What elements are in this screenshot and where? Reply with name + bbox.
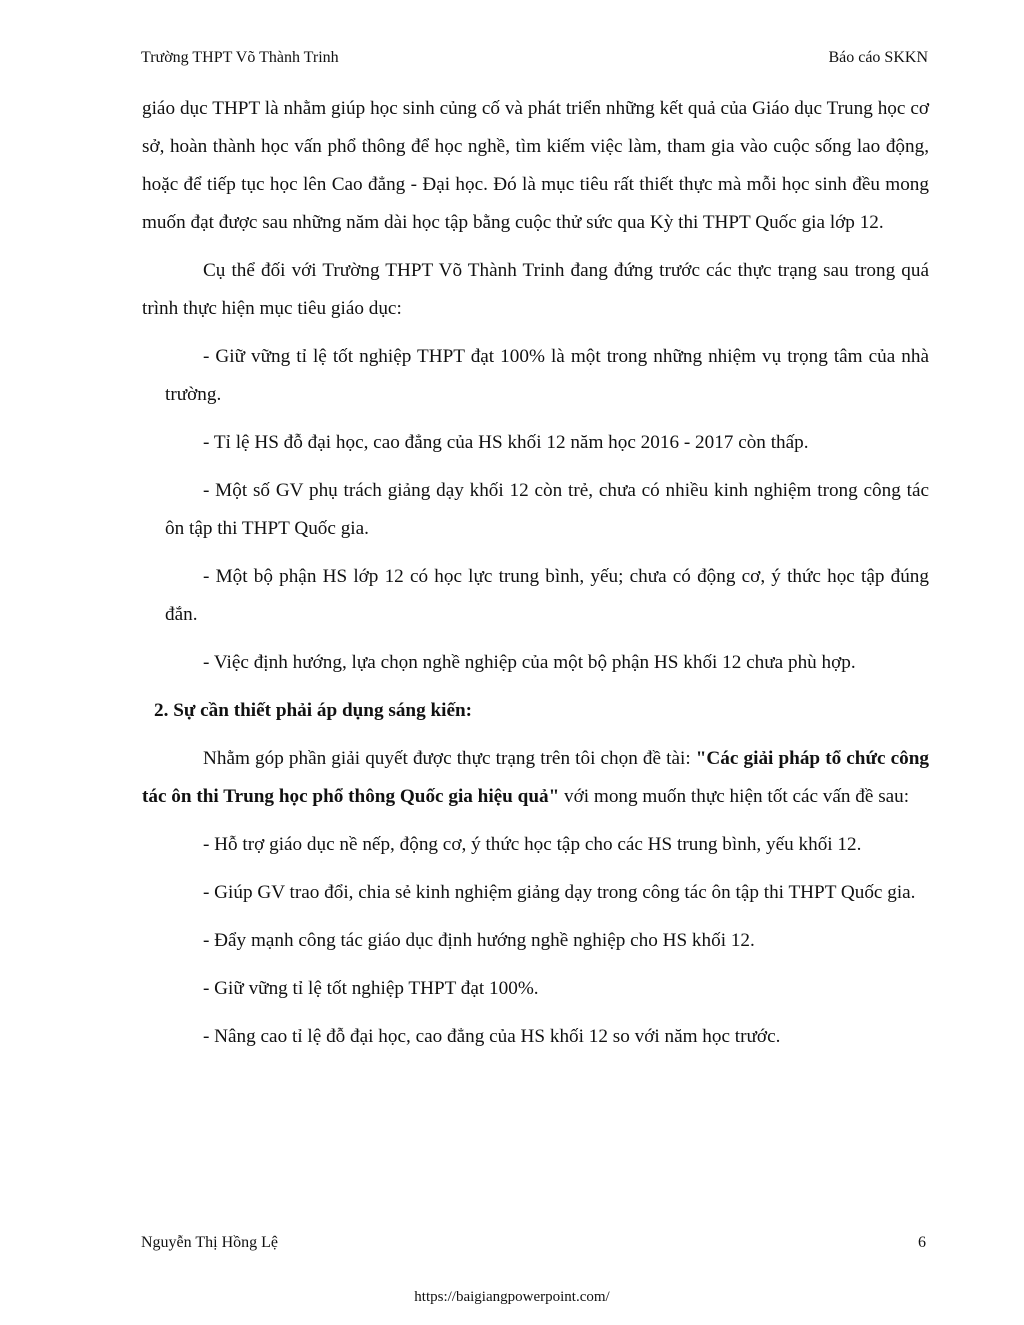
header-school-name: Trường THPT Võ Thành Trinh (141, 49, 339, 66)
goal-item: - Nâng cao tỉ lệ đỗ đại học, cao đẳng của HS khối 12 so với năm học trước. (203, 1026, 781, 1047)
paragraph-topic (142, 740, 929, 816)
topic-title: "Các giải pháp tổ chức công tác ôn thi Trung học phổ thông Quốc gia hiệu quả" (142, 748, 930, 807)
goal-item: - Đẩy mạnh công tác giáo dục định hướng nghề nghiệp cho HS khối 12. (203, 930, 755, 951)
situation-item: - Tỉ lệ HS đỗ đại học, cao đẳng của HS khối 12 năm học 2016 - 2017 còn thấp. (203, 432, 809, 453)
paragraph-intro: giáo dục THPT là nhằm giúp học sinh củng cố và phát triển những kết quả của Giáo dục Trung học cơ sở, hoàn thành học vấn phổ thông để học nghề, tìm kiếm việc làm, tham gia vào cuộc sống lao động, hoặc để tiếp tục học lên Cao đẳng - Đại học. Đó là mục tiêu rất thiết thực mà mỗi học sinh đều mong muốn đạt được sau những năm dài học tập bằng cuộc thử sức qua Kỳ thi THPT Quốc gia lớp 12. (142, 98, 929, 233)
topic-text-end: với mong muốn thực hiện tốt các vấn đề sau: (559, 786, 910, 807)
page-footer (141, 1234, 928, 1256)
goal-item: - Giúp GV trao đổi, chia sẻ kinh nghiệm giảng dạy trong công tác ôn tập thi THPT Quốc gia. (203, 882, 916, 903)
goal-item: - Hỗ trợ giáo dục nề nếp, động cơ, ý thức học tập cho các HS trung bình, yếu khối 12. (203, 834, 862, 855)
goal-item: - Giữ vững tỉ lệ tốt nghiệp THPT đạt 100%. (203, 978, 539, 999)
document-body (142, 90, 929, 1056)
section-heading: 2. Sự cần thiết phải áp dụng sáng kiến: (154, 700, 473, 721)
situation-item: - Một số GV phụ trách giảng dạy khối 12 còn trẻ, chưa có nhiều kinh nghiệm trong công tác ôn tập thi THPT Quốc gia. (165, 480, 929, 539)
situation-item: - Giữ vững tỉ lệ tốt nghiệp THPT đạt 100% là một trong những nhiệm vụ trọng tâm của nhà trường. (165, 346, 929, 405)
situation-item: - Một bộ phận HS lớp 12 có học lực trung bình, yếu; chưa có động cơ, ý thức học tập đúng đắn. (165, 566, 929, 625)
page-number: 6 (918, 1234, 926, 1251)
footer-author: Nguyễn Thị Hồng Lệ (141, 1234, 279, 1251)
source-url: https://baigiangpowerpoint.com/ (414, 1289, 610, 1305)
topic-text-start: Nhằm góp phần giải quyết được thực trạng trên tôi chọn đề tài: (203, 748, 696, 769)
paragraph-situation-intro: Cụ thể đối với Trường THPT Võ Thành Trinh đang đứng trước các thực trạng sau trong quá trình thực hiện mục tiêu giáo dục: (142, 260, 929, 319)
situation-item: - Việc định hướng, lựa chọn nghề nghiệp của một bộ phận HS khối 12 chưa phù hợp. (203, 652, 856, 673)
page-header (141, 49, 928, 69)
header-report-title: Báo cáo SKKN (828, 49, 928, 66)
